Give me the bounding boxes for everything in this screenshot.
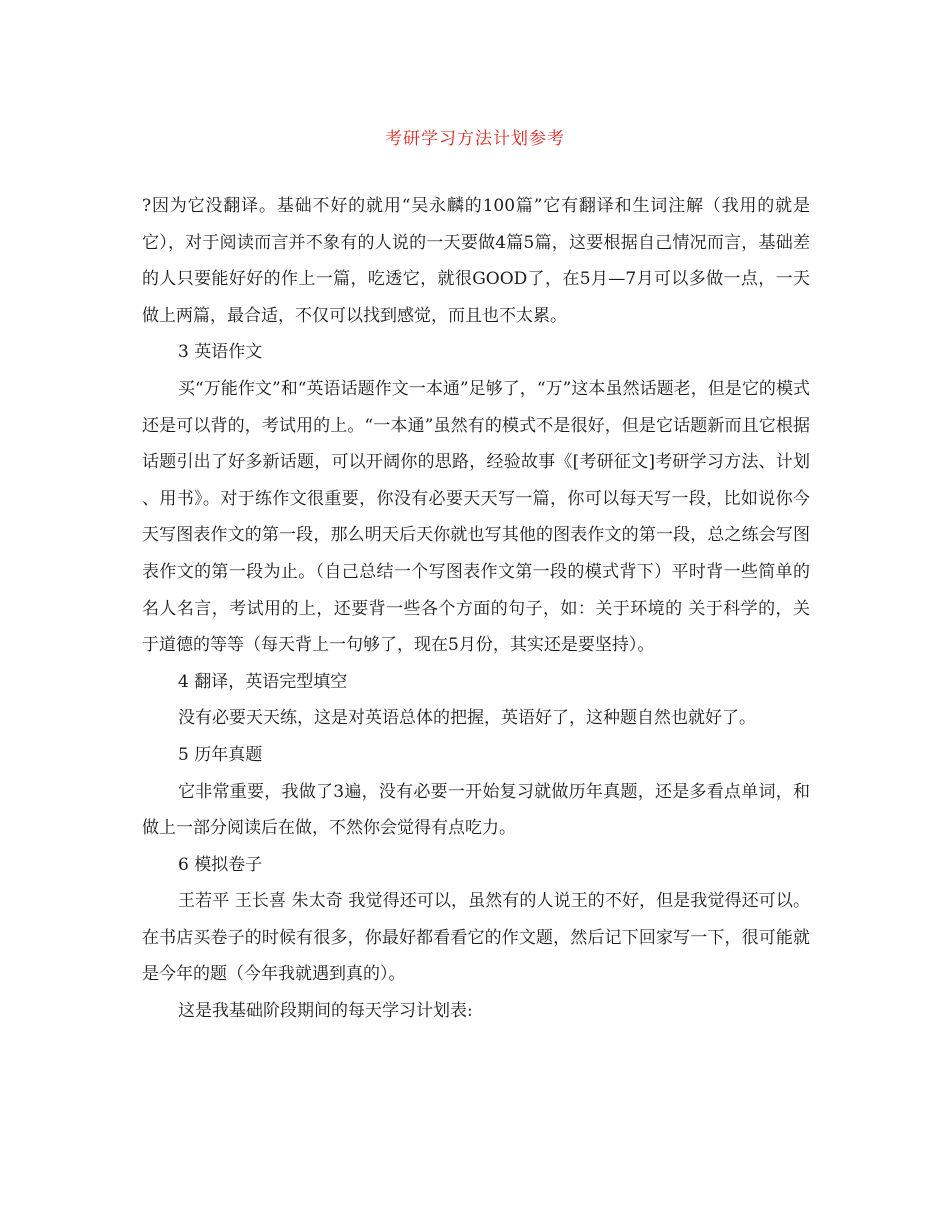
paragraph-writing: 买“万能作文”和“英语话题作文一本通”足够了，“万”这本虽然话题老，但是它的模式还是可以背的，考试用的上。“一本通”虽然有的模式不是很好，但是它话题新而且它根据话题引出了好多新话题，可以开阔你的思路，经验故事《[考研征文]考研学习方法、计划 、用书》。对于练作文很重要，你没有必要天天写一篇，你可以每天写一段，比如说你今天写图表作文的第一段，那么明天后天你就也写其他的图表作文的第一段，总之练会写图表作文的第一段为止。（自己总结一个写图表作文第一段的模式背下）平时背一些简单的名人名言，考试用的上，还要背一些各个方面的句子，如：关于环境的 关于科学的，关于道德的等等（每天背上一句够了，现在5月份，其实还是要坚持）。 [142,378,810,656]
section-heading-mock-papers: 6 模拟卷子 [178,854,263,875]
section-heading-writing: 3 英语作文 [178,342,263,363]
document-title: 考研学习方法计划参考 [385,129,565,149]
paragraph-mock-papers: 王若平 王长喜 朱太奇 我觉得还可以，虽然有的人说王的不好，但是我觉得还可以。在书店买卷子的时候有很多，你最好都看看它的作文题，然后记下回家写一下，很可能就是今年的题（今年我就遇到真的）。 [142,891,810,985]
paragraph-translation: 没有必要天天练，这是对英语总体的把握，英语好了，这种题自然也就好了。 [178,708,756,729]
paragraph-past-exams: 它非常重要，我做了3遍，没有必要一开始复习就做历年真题，还是多看点单词，和做上一部分阅读后在做，不然你会觉得有点吃力。 [142,781,810,839]
paragraph-study-plan-intro: 这是我基础阶段期间的每天学习计划表: [178,1001,473,1022]
paragraph-reading: ?因为它没翻译。基础不好的就用“吴永麟的100篇”它有翻译和生词注解（我用的就是它），对于阅读而言并不象有的人说的一天要做4篇5篇，这要根据自己情况而言，基础差的人只要能好好的作上一篇，吃透它，就很GOOD了，在5月—7月可以多做一点，一天做上两篇，最合适，不仅可以找到感觉，而且也不太累。 [142,196,810,326]
section-heading-past-exams: 5 历年真题 [178,744,263,765]
document-body [142,188,810,1030]
section-heading-translation: 4 翻译，英语完型填空 [178,671,348,692]
